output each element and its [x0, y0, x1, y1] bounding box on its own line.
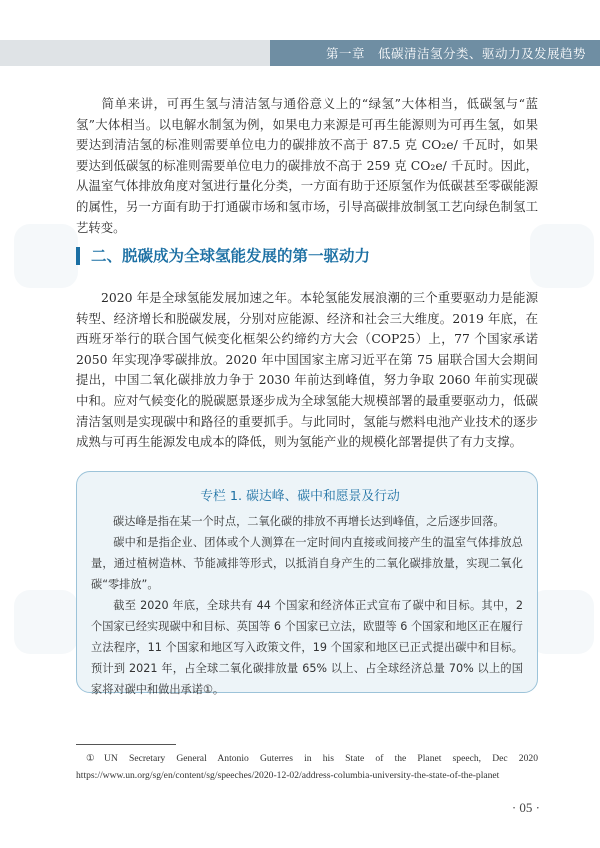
footnote-rule — [76, 744, 176, 745]
box-paragraph: 碳达峰是指在某一个时点，二氧化碳的排放不再增长达到峰值，之后逐步回落。 — [113, 515, 505, 528]
watermark-logo-icon — [530, 224, 594, 288]
footnote-mark: ① — [86, 753, 95, 764]
chapter-title: 第一章 低碳清洁氢分类、驱动力及发展趋势 — [325, 46, 586, 61]
section-paragraph: 2020 年是全球氢能发展加速之年。本轮氢能发展浪潮的三个重要驱动力是能源转型、经济增长和脱碳发展，分别对应能源、经济和社会三大维度。2019 年底，在西班牙举行的联合国气候变化框架公约缔约方大会（COP25）上，77 个国家承诺 2050 年实现净零碳排放。2020 年中国国家主席习近平在第 75 届联合国大会期间提出，中国二氧化碳排放力争于 2030 年前达到峰值，努力争取 2060 年前实现碳中和。应对气候变化的脱碳愿景逐步成为全球氢能大规模部署的最重要驱动力，低碳清洁氢则是实现碳中和路径的重要抓手。与此同时，氢能与燃料电池产业技术的逐步成熟与可再生能源发电成本的降低，则为氢能产业的规模化部署提供了有力支撑。 — [76, 290, 538, 450]
section-title-marker — [76, 247, 80, 265]
section-title: 二、脱碳成为全球氢能发展的第一驱动力 — [91, 247, 371, 265]
box-paragraph: 截至 2020 年底，全球共有 44 个国家和经济体正式宣布了碳中和目标。其中，2 个国家已经实现碳中和目标、英国等 6 个国家已立法，欧盟等 6 个国家和地区正在履行立法程序，11 个国家和地区写入政策文件，19 个国家和地区已正式提出碳中和目标。预计到 2021 年，占全球二氧化碳排放量 65% 以上、占全球经济总量 70% 以上的国家将对碳中和做出承诺①。 — [91, 599, 523, 696]
watermark-logo-icon — [14, 590, 78, 654]
watermark-logo-icon — [530, 590, 594, 654]
footnote-text: UN Secretary General Antonio Guterres in his State of the Planet speech, Dec 2020 https://www.un.org/sg/en/content/sg/speeches/2020-12-02/address-columbia-university-the-state-of-the-planet — [76, 753, 538, 781]
watermark-logo-icon — [14, 224, 78, 288]
box-title: 专栏 1. 碳达峰、碳中和愿景及行动 — [200, 489, 400, 504]
box-paragraph: 碳中和是指企业、团体或个人测算在一定时间内直接或间接产生的温室气体排放总量，通过植树造林、节能减排等形式，以抵消自身产生的二氧化碳排放量，实现二氧化碳“零排放”。 — [91, 536, 523, 591]
intro-paragraph: 简单来讲，可再生氢与清洁氢与通俗意义上的“绿氢”大体相当，低碳氢与“蓝氢”大体相当。以电解水制氢为例，如果电力来源是可再生能源则为可再生氢，如果要达到清洁氢的标准则需要单位电力的碳排放不高于 87.5 克 CO₂e/ 千瓦时，如果要达到低碳氢的标准则需要单位电力的碳排放不高于 259 克 CO₂e/ 千瓦时。因此，从温室气体排放角度对氢进行量化分类，一方面有助于还原氢作为低碳甚至零碳能源的属性，另一方面有助于打通碳市场和氢市场，引导高碳排放制氢工艺向绿色制氢工艺转变。 — [76, 96, 538, 235]
page-number: · 05 · — [511, 800, 540, 815]
footnote — [76, 750, 538, 784]
top-margin — [0, 0, 600, 40]
